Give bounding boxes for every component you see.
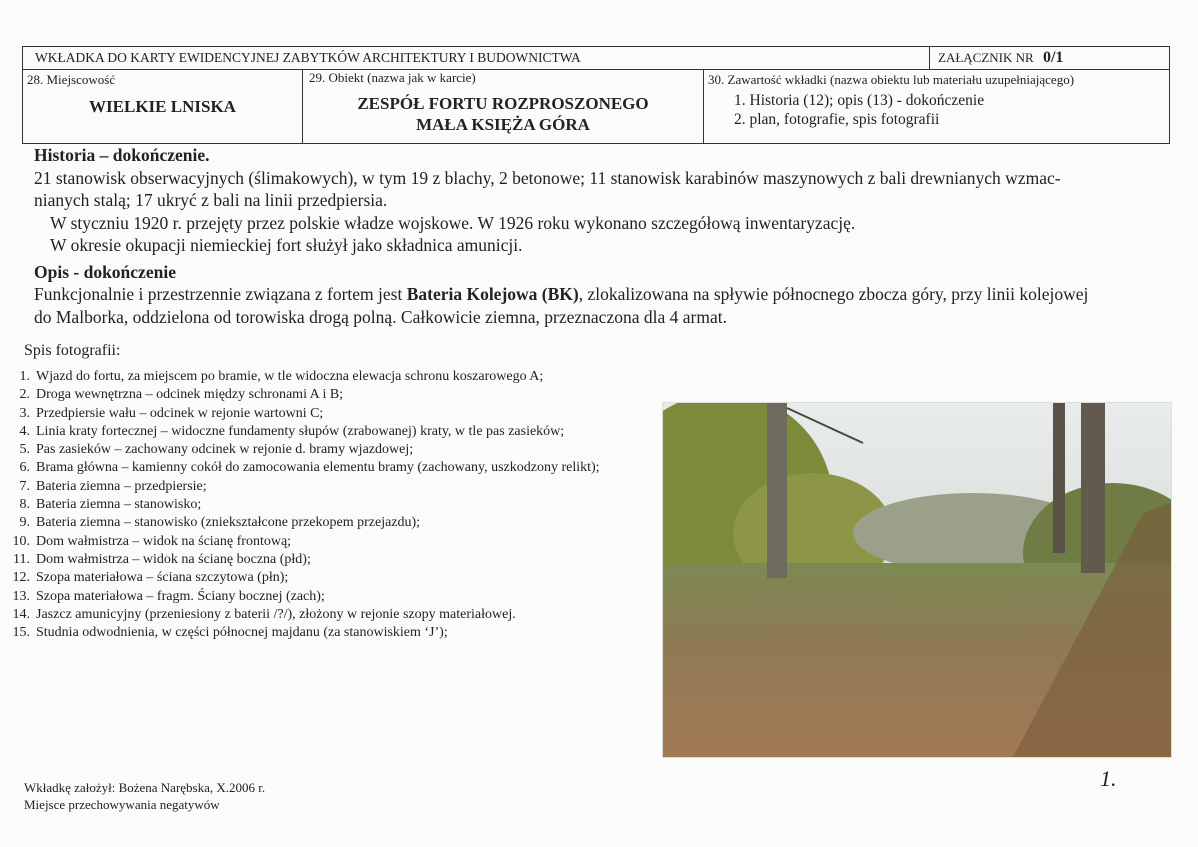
photo-list-text: Dom wałmistrza – widok na ścianę frontową;	[36, 533, 292, 549]
photo-list-item	[8, 405, 628, 423]
photo-list-number: 7.	[19, 478, 30, 494]
photo-list-text: Studnia odwodnienia, w części północnej majdanu (za stanowiskiem ‘J’);	[36, 625, 448, 641]
photo-list-number: 15.	[12, 625, 30, 641]
photo-list-item	[8, 514, 628, 532]
object-line-2: MAŁA KSIĘŻA GÓRA	[416, 115, 590, 134]
footer	[24, 779, 265, 813]
photo-list-text: Szopa materiałowa – ściana szczytowa (płn);	[36, 570, 289, 586]
form-title: WKŁADKA DO KARTY EWIDENCYJNEJ ZABYTKÓW ARCHITEKTURY I BUDOWNICTWA	[35, 50, 581, 65]
photo-list-item	[8, 533, 628, 551]
annex-number: 0/1	[1042, 49, 1064, 66]
photo-list-item	[8, 459, 628, 477]
annex-label: ZAŁĄCZNIK NR	[938, 50, 1034, 65]
photo-list-heading: Spis fotografii:	[24, 342, 121, 359]
locality-value: WIELKIE LNISKA	[89, 97, 236, 116]
annex	[929, 47, 1171, 69]
contents-item: 1. Historia (12); opis (13) - dokończenie	[734, 92, 985, 109]
photo-list-item	[8, 624, 628, 642]
photo-list-item	[8, 551, 628, 569]
photo-list-text: Przedpiersie wału – odcinek w rejonie wartowni C;	[36, 405, 324, 421]
footer-negatives: Miejsce przechowywania negatywów	[24, 797, 220, 812]
photo-list-item	[8, 386, 628, 404]
footer-author: Wkładkę założył: Bożena Narębska, X.2006 r.	[24, 780, 266, 795]
photo-list-number: 5.	[19, 442, 30, 458]
photo-list-number: 10.	[12, 533, 30, 549]
photo-list-item	[8, 496, 628, 514]
historia-paragraph: 21 stanowisk obserwacyjnych (ślimakowych), w tym 19 z blachy, 2 betonowe; 11 stanowisk karabinów maszynowych z bali drewnianych wzmac-	[34, 167, 1061, 188]
photo-list-number: 14.	[12, 606, 30, 622]
opis-heading: Opis - dokończenie	[34, 261, 176, 282]
photo-list-item	[8, 441, 628, 459]
header-title-row	[23, 47, 1169, 70]
photo-list-number: 3.	[19, 405, 30, 421]
photo-list-number: 9.	[19, 515, 30, 531]
photo-number-handwritten: 1.	[1100, 766, 1117, 791]
photo-list-number: 8.	[19, 497, 30, 513]
object-line-1: ZESPÓŁ FORTU ROZPROSZONEGO	[357, 94, 649, 113]
photo-list-text: Droga wewnętrzna – odcinek między schronami A i B;	[36, 387, 344, 403]
photo-list-number: 13.	[12, 588, 30, 604]
contents-item: 2. plan, fotografie, spis fotografii	[734, 111, 940, 128]
historia-paragraph: W okresie okupacji niemieckiej fort służył jako składnica amunicji.	[50, 235, 523, 255]
contents-label: 30. Zawartość wkładki (nazwa obiektu lub materiału uzupełniającego)	[708, 72, 1075, 87]
historia-paragraph: W styczniu 1920 r. przejęty przez polskie władze wojskowe. W 1926 roku wykonano szczegółową inwentaryzację.	[50, 212, 856, 233]
opis-text: Funkcjonalnie i przestrzennie związana z fortem jest	[34, 284, 407, 304]
locality-cell	[23, 69, 303, 144]
photo-list-number: 6.	[19, 460, 30, 476]
opis-paragraph-cont: do Malborka, oddzielona od torowiska drogą polną. Całkowicie ziemna, przeznaczona dla 4 armat.	[34, 306, 727, 327]
photo-list-text: Linia kraty fortecznej – widoczne fundamenty słupów (zrabowanej) kraty, w tle pas zasieków;	[36, 423, 565, 439]
photo-list-text: Bateria ziemna – przedpiersie;	[36, 478, 207, 494]
photo-list-text: Bateria ziemna – stanowisko;	[36, 497, 202, 513]
photo-list-number: 1.	[19, 369, 30, 384]
photo-list-number: 11.	[13, 551, 30, 567]
photo-list-number: 2.	[19, 387, 30, 403]
opis-text: , zlokalizowana na spływie północnego zbocza góry, przy linii kolejowej	[578, 284, 1089, 304]
opis-paragraph	[34, 283, 1174, 306]
photo-list-item	[8, 368, 628, 386]
photo-list-text: Jaszcz amunicyjny (przeniesiony z baterii /?/), złożony w rejonie szopy materiałowej.	[36, 606, 516, 622]
photo-list-item	[8, 569, 628, 587]
photo-list-number: 4.	[19, 423, 30, 439]
photo-list-text: Dom wałmistrza – widok na ścianę boczna (płd);	[36, 551, 311, 567]
photo-list-text: Wjazd do fortu, za miejscem po bramie, w tle widoczna elewacja schronu koszarowego A;	[36, 369, 544, 384]
historia-heading: Historia – dokończenie.	[34, 145, 210, 165]
photo-list-item	[8, 606, 628, 624]
header-table	[22, 46, 1170, 144]
photo-list-text: Brama główna – kamienny cokół do zamocowania elementu bramy (zachowany, uszkodzony relikt);	[36, 460, 600, 476]
locality-label: 28. Miejscowość	[27, 72, 116, 87]
opis-bold: Bateria Kolejowa (BK)	[406, 284, 579, 304]
contents-cell	[704, 69, 1169, 144]
photo-list-item	[8, 423, 628, 441]
photo-list-item	[8, 478, 628, 496]
historia-paragraph-cont: nianych stalą; 17 ukryć z bali na linii przedpiersia.	[34, 190, 388, 210]
photo-list-number: 12.	[12, 570, 30, 586]
photo-list-text: Pas zasieków – zachowany odcinek w rejonie d. bramy wjazdowej;	[36, 442, 414, 458]
photo-list-item	[8, 588, 628, 606]
photo-image	[663, 403, 1171, 757]
photo-list-text: Szopa materiałowa – fragm. Ściany bocznej (zach);	[36, 588, 325, 604]
photo-list	[8, 368, 628, 642]
historia-section	[34, 144, 1174, 328]
object-cell	[303, 69, 704, 144]
object-label: 29. Obiekt (nazwa jak w karcie)	[309, 70, 476, 85]
photo-list-text: Bateria ziemna – stanowisko (zniekształcone przekopem przejazdu);	[36, 515, 421, 531]
photo-forest-path	[662, 402, 1172, 758]
